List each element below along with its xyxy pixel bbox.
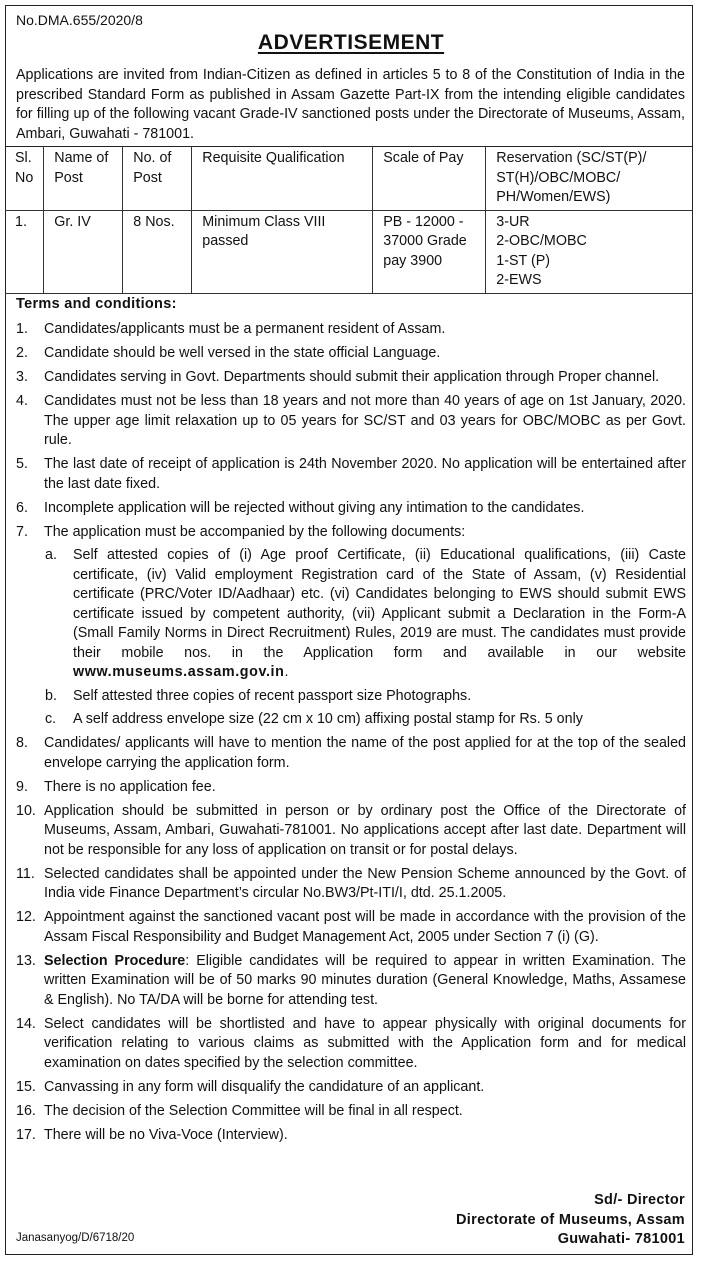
selection-procedure-text: : Eligible candidates will be required to appear in written Examination. The written Examination will be of 50 marks 90 minutes duration (General Knowledge, Maths, Assamese & English). No TA/DA will be borne for attending test. [44, 952, 687, 1008]
term-text: Candidates/ applicants will have to mention the name of the post applied for at the top of the sealed envelope carrying the application form. [44, 735, 686, 771]
term-text: Candidates serving in Govt. Departments should submit their application through Proper channel. [44, 369, 660, 385]
term-item [16, 523, 686, 543]
page-title [0, 31, 702, 55]
website-link[interactable]: www.museums.assam.gov.in [73, 664, 285, 680]
signature-line: Directorate of Museums, Assam [456, 1211, 685, 1228]
header-qualification: Requisite Qualification [192, 147, 373, 211]
term-item [16, 1102, 686, 1122]
term-text: There is no application fee. [44, 778, 216, 795]
term-item [16, 865, 686, 904]
term-item [16, 1078, 686, 1098]
term-item [16, 1015, 686, 1074]
term-number: 5. [16, 456, 28, 472]
subterm-item [45, 710, 686, 730]
term-text: Select candidates will be shortlisted and have to appear physically with original documents for verification relating to various claims as submitted with the Application form and for medical examination on dates specified by the selection committee. [44, 1015, 686, 1071]
term-number: 6. [16, 499, 28, 516]
subterm-letter: b. [45, 687, 57, 704]
term-item [16, 778, 686, 798]
subterm-item [45, 546, 686, 683]
term-number: 7. [16, 523, 28, 540]
term-item [16, 1126, 686, 1146]
subterm-text: Self attested copies of (i) Age proof Certificate, (ii) Educational qualifications, (iii) Caste certificate, (iv) Valid employment Registration card of the State of Assam, (v) Residential certificate (PRC/Voter ID/Aadhaar) etc. (vi) Candidates belonging to EWS should submit EWS certificate issued by competent authority, (vii) Applicant submit a Declaration in the Form-A (Small Family Norms in Direct Recruitment) Rules, 2019 are must. The candidates must provide their mobile nos. in the Application form and available in our website www.museums.assam.gov.in. [73, 547, 686, 680]
signature-line: Guwahati- 781001 [557, 1231, 685, 1247]
term-number: 12. [16, 909, 36, 925]
term-number: 13. [16, 952, 36, 969]
term-item [16, 344, 686, 364]
term-item [16, 952, 686, 1011]
cell-scale-of-pay: PB - 12000 - 37000 Grade pay 3900 [373, 210, 486, 293]
table-header-row [5, 147, 693, 211]
terms-list [16, 320, 686, 1150]
term-text: Incomplete application will be rejected without giving any intimation to the candidates. [44, 499, 585, 516]
term-number: 3. [16, 369, 28, 385]
reservation-line: 2-OBC/MOBC [496, 233, 587, 249]
intro-paragraph: Applications are invited from Indian-Citizen as defined in articles 5 to 8 of the Constitution of India in the prescribed Standard Form as published in Assam Gazette Part-IX from the intending eligible candidates for filling up of the following vacant Grade-IV sanctioned posts under the Directorate of Museums, Assam, Ambari, Guwahati - 781001. [16, 67, 685, 142]
term-number: 10. [16, 802, 36, 819]
cell-reservation [486, 210, 693, 293]
subterm-text: Self attested three copies of recent passport size Photographs. [73, 687, 472, 704]
term-item [16, 455, 686, 494]
term-text: Candidate should be well versed in the state official Language. [44, 345, 441, 361]
term-item [16, 392, 686, 451]
term-item [16, 802, 686, 861]
reference-number: No.DMA.655/2020/8 [16, 12, 143, 28]
term-number: 4. [16, 393, 28, 409]
header-no-of-post: No. of Post [123, 147, 192, 211]
signature-block [456, 1191, 685, 1250]
cell-name-of-post: Gr. IV [44, 210, 123, 293]
reservation-line: 1-ST (P) [496, 252, 551, 269]
subterm-text: A self address envelope size (22 cm x 10 cm) affixing postal stamp for Rs. 5 only [73, 711, 583, 727]
subterm-letter: c. [45, 711, 57, 727]
term-text [44, 952, 686, 1011]
footer-code: Janasanyog/D/6718/20 [16, 1232, 135, 1244]
terms-heading: Terms and conditions: [16, 296, 177, 312]
reservation-line: 2-EWS [496, 272, 542, 288]
term-number: 16. [16, 1102, 36, 1119]
term-number: 17. [16, 1126, 36, 1143]
term-number: 2. [16, 345, 28, 361]
cell-sl-no: 1. [5, 210, 44, 293]
selection-procedure-label: Selection Procedure [44, 952, 186, 969]
term-item [16, 908, 686, 947]
term-text: Selected candidates shall be appointed under the New Pension Scheme announced by the Govt. of India vide Finance Department’s circular No.BW3/Pt-ITI/I, dtd. 25.1.2005. [44, 865, 686, 901]
subterm-body: Self attested copies of (i) Age proof Certificate, (ii) Educational qualifications, (iii) Caste certificate, (iv) Valid employment Registration card of the State of Assam, (v) Residential certificate (PRC/Voter ID/Aadhaar) etc. (vi) Candidates belonging to EWS should submit EWS certificate issued by competent authority, (vii) Applicant submit a Declaration in the Form-A (Small Family Norms in Direct Recruitment) Rules, 2019 are must. The candidates must provide their mobile nos. in the Application form and available in our website [73, 547, 686, 661]
term-number: 14. [16, 1015, 36, 1032]
term-text: The decision of the Selection Committee will be final in all respect. [44, 1102, 463, 1119]
reservation-line: 3-UR [496, 213, 530, 230]
signature-line: Sd/- Director [594, 1192, 685, 1208]
posts-table [5, 146, 693, 294]
term-text: Application should be submitted in person or by ordinary post the Office of the Directorate of Museums, Assam, Ambari, Guwahati-781001. No applications accept after last date. Department will not be responsible for any loss of application on transit or for postal delays. [44, 802, 686, 858]
term-text: There will be no Viva-Voce (Interview). [44, 1126, 288, 1143]
term-number: 8. [16, 735, 28, 751]
term-number: 9. [16, 778, 28, 795]
term-number: 11. [16, 865, 35, 882]
cell-qualification: Minimum Class VIII passed [192, 210, 373, 293]
term-text: The last date of receipt of application is 24th November 2020. No application will be entertained after the last date fixed. [44, 456, 686, 492]
subterm-letter: a. [45, 547, 57, 563]
term-item [16, 499, 686, 519]
term-number: 1. [16, 321, 28, 337]
table-row [5, 210, 693, 293]
header-scale-of-pay: Scale of Pay [373, 147, 486, 211]
term-text: Candidates/applicants must be a permanent resident of Assam. [44, 321, 446, 337]
term-text: Candidates must not be less than 18 years and not more than 40 years of age on 1st January, 2020. The upper age limit relaxation up to 05 years for SC/ST and 03 years for OBC/MOBC as per Govt. rule. [44, 393, 686, 448]
title-text: ADVERTISEMENT [257, 31, 445, 54]
header-sl-no: Sl. No [5, 147, 44, 211]
term-text: Canvassing in any form will disqualify the candidature of an applicant. [44, 1078, 485, 1095]
term-number: 15. [16, 1078, 36, 1095]
header-reservation: Reservation (SC/ST(P)/ ST(H)/OBC/MOBC/ PH/Women/EWS) [486, 147, 693, 211]
cell-no-of-post: 8 Nos. [123, 210, 192, 293]
term-item [16, 734, 686, 773]
header-name-of-post: Name of Post [44, 147, 123, 211]
subterm-item [45, 687, 686, 707]
term-item [16, 368, 686, 388]
term-text: The application must be accompanied by the following documents: [44, 523, 466, 540]
term-text: Appointment against the sanctioned vacant post will be made in accordance with the provision of the Assam Fiscal Responsibility and Budget Management Act, 2005 under Section 7 (i) (G). [44, 909, 686, 945]
term-item [16, 320, 686, 340]
